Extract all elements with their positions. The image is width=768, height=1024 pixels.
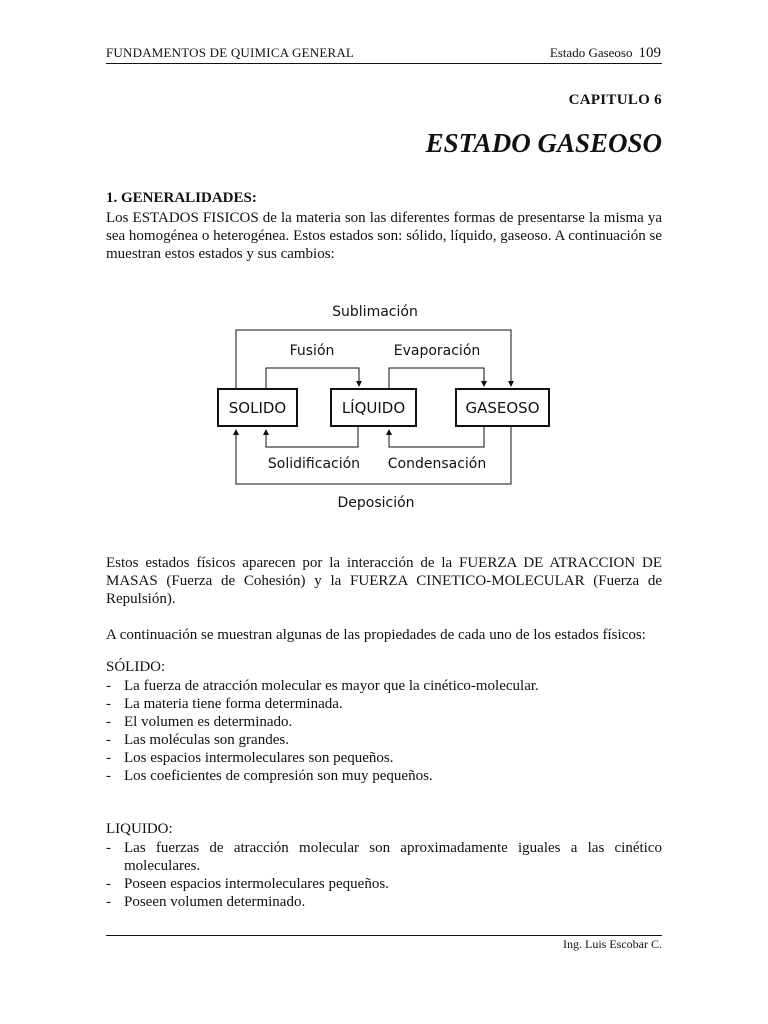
liquid-properties-list — [106, 839, 662, 911]
solid-properties-list — [106, 677, 662, 785]
solidification-arrow — [266, 426, 358, 447]
forces-paragraph: Estos estados físicos aparecen por la interacción de la FUERZA DE ATRACCION DE MASAS (Fuerza de Cohesión) y la FUERZA CINETICO-MOLECULAR (Fuerza de Repulsión). — [106, 555, 662, 607]
evaporation-arrow — [389, 368, 484, 389]
condensation-arrow — [389, 426, 484, 447]
list-item: - La materia tiene forma determinada. — [106, 695, 662, 713]
sublimation-label: Sublimación — [332, 304, 418, 320]
section-heading: 1. GENERALIDADES: — [106, 190, 257, 206]
list-item: - Poseen espacios intermoleculares pequeños. — [106, 875, 662, 893]
sublimation-arrow — [236, 330, 511, 389]
footer-rule — [106, 935, 662, 936]
liquid-heading: LIQUIDO: — [106, 821, 173, 837]
list-item: - La fuerza de atracción molecular es mayor que la cinético-molecular. — [106, 677, 662, 695]
header-book-title: FUNDAMENTOS DE QUIMICA GENERAL — [106, 45, 355, 60]
list-item: - Los espacios intermoleculares son pequeños. — [106, 749, 662, 767]
page-title: ESTADO GASEOSO — [425, 128, 662, 158]
list-item: - Las moléculas son grandes. — [106, 731, 662, 749]
deposition-label: Deposición — [337, 495, 415, 511]
header-section-name: Estado Gaseoso — [549, 45, 633, 60]
page-number: 109 — [638, 45, 661, 61]
solid-heading: SÓLIDO: — [106, 659, 166, 675]
fusion-arrow — [266, 368, 359, 389]
deposition-arrow — [236, 426, 511, 484]
evaporation-label: Evaporación — [393, 343, 481, 359]
fusion-label: Fusión — [289, 343, 335, 359]
state-gas: GASEOSO — [465, 399, 540, 417]
intro-paragraph: Los ESTADOS FISICOS de la materia son las diferentes formas de presentarse la misma ya sea homogénea o heterogénea. Estos estados son: sólido, líquido, gaseoso. A continuación se muestran estos estados y sus cambios: — [106, 210, 662, 262]
properties-intro-paragraph: A continuación se muestran algunas de las propiedades de cada uno de los estados físicos: — [106, 627, 646, 643]
footer-author: Ing. Luis Escobar C. — [563, 937, 662, 951]
condensation-label: Condensación — [387, 456, 487, 472]
chapter-label: CAPITULO 6 — [568, 92, 662, 108]
list-item: - El volumen es determinado. — [106, 713, 662, 731]
list-item: - Poseen volumen determinado. — [106, 893, 662, 911]
list-item: - Los coeficientes de compresión son muy pequeños. — [106, 767, 662, 785]
list-item: - Las fuerzas de atracción molecular son aproximadamente iguales a las cinético moleculares. — [106, 839, 662, 875]
state-liquid: LÍQUIDO — [341, 399, 406, 417]
solidification-label: Solidificación — [267, 456, 361, 472]
state-solid: SOLIDO — [228, 399, 287, 417]
